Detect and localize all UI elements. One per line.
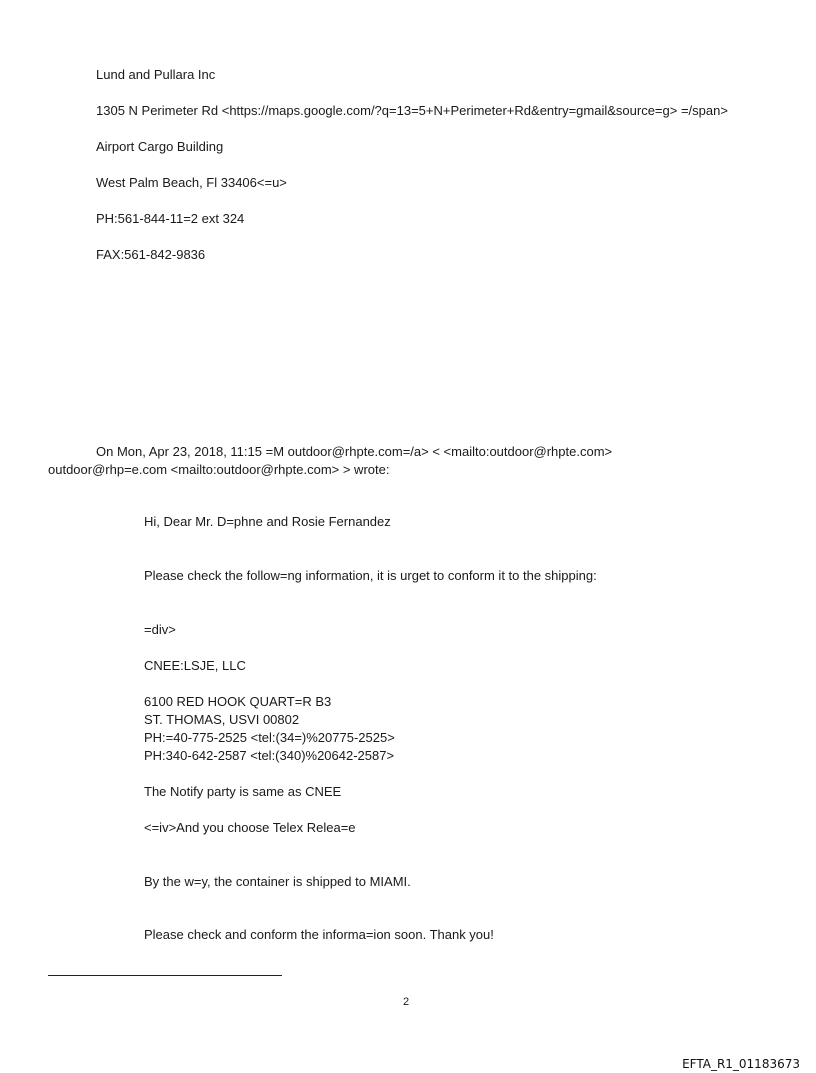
quote-header-line-2: outdoor@rhp=e.com <mailto:outdoor@rhpte.com> > wrote: bbox=[48, 462, 390, 477]
footnote-divider bbox=[48, 975, 282, 976]
message-address-1: 6100 RED HOOK QUART=R B3 bbox=[144, 694, 332, 709]
message-notify: The Notify party is same as CNEE bbox=[144, 784, 342, 799]
message-telex: <=iv>And you choose Telex Relea=e bbox=[144, 820, 356, 835]
message-phone-2: PH:340-642-2587 <tel:(340)%20642-2587> bbox=[144, 748, 395, 763]
message-request: Please check the follow=ng information, it is urget to conform it to the shipping: bbox=[144, 568, 597, 583]
message-div-tag: =div> bbox=[144, 622, 176, 637]
message-greeting: Hi, Dear Mr. D=phne and Rosie Fernandez bbox=[144, 514, 391, 529]
document-id: EFTA_R1_01183673 bbox=[682, 1057, 800, 1071]
message-address-2: ST. THOMAS, USVI 00802 bbox=[144, 712, 300, 727]
page-number: 2 bbox=[403, 996, 410, 1008]
signature-building: Airport Cargo Building bbox=[96, 139, 224, 154]
quote-header-line-1: On Mon, Apr 23, 2018, 11:15 =M outdoor@rhpte.com=/a> < <mailto:outdoor@rhpte.com> bbox=[96, 444, 613, 459]
signature-city-line: West Palm Beach, Fl 33406<=u> bbox=[96, 175, 287, 190]
signature-phone: PH:561-844-11=2 ext 324 bbox=[96, 211, 245, 226]
signature-fax: FAX:561-842-9836 bbox=[96, 247, 206, 262]
message-container: By the w=y, the container is shipped to MIAMI. bbox=[144, 874, 411, 889]
message-closing: Please check and conform the informa=ion soon. Thank you! bbox=[144, 927, 494, 942]
message-phone-1: PH:=40-775-2525 <tel:(34=)%20775-2525> bbox=[144, 730, 395, 745]
message-cnee: CNEE:LSJE, LLC bbox=[144, 658, 246, 673]
signature-address-line: 1305 N Perimeter Rd <https://maps.google.com/?q=13=5+N+Perimeter+Rd&entry=gmail&source=g> =/span> bbox=[96, 103, 728, 118]
signature-company: Lund and Pullara Inc bbox=[96, 67, 216, 82]
